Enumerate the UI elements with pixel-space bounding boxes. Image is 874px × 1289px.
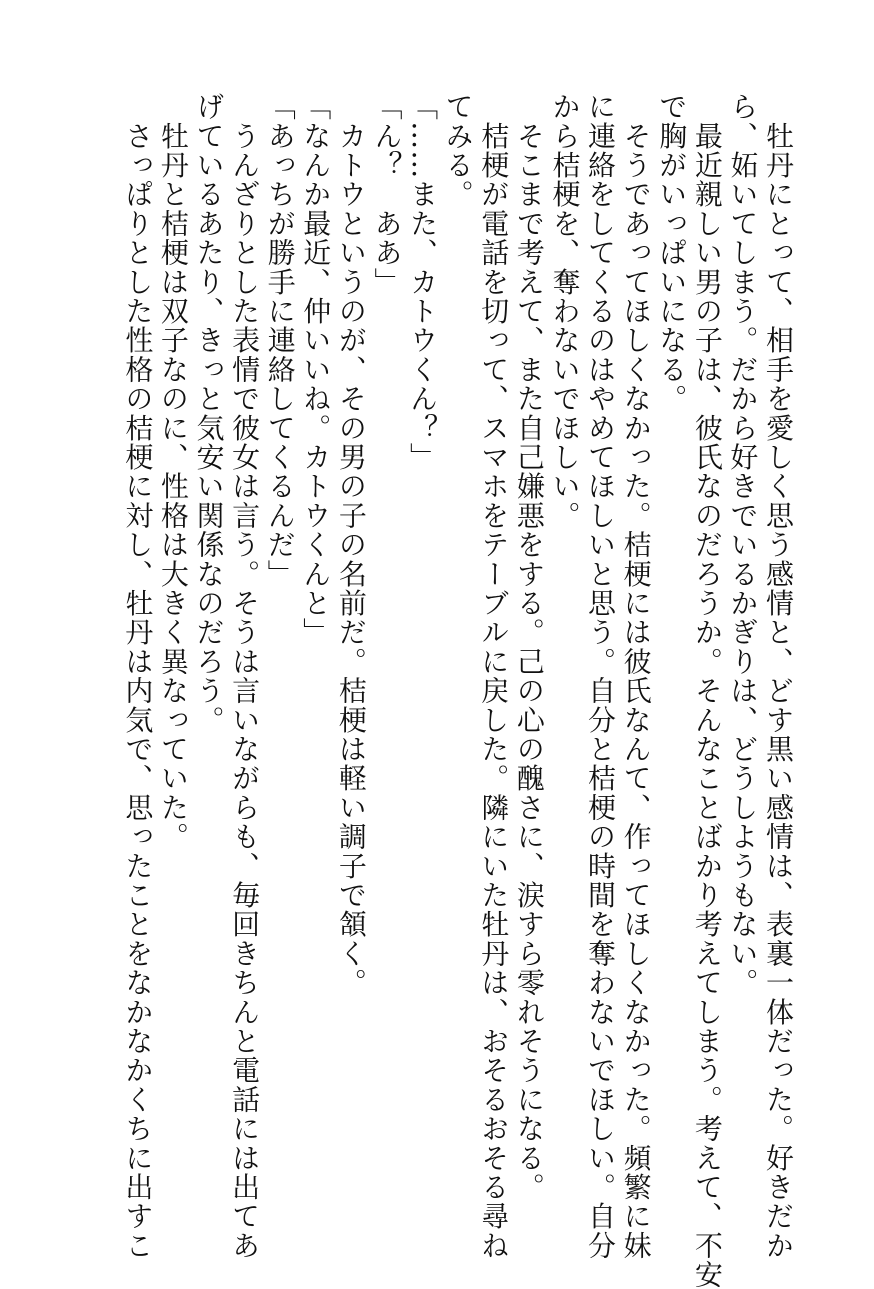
text-line: げているあたり、きっと気安い関係なのだろう。 [192, 92, 226, 735]
text-line: そうであってほしくなかった。桔梗には彼氏なんて、作ってほしくなかった。頻繁に妹 [619, 92, 653, 1260]
text-line: カトウというのが、その男の子の名前だ。桔梗は軽い調子で頷く。 [334, 92, 368, 998]
text-line: 「ん？ ああ」 [370, 92, 404, 297]
text-line: さっぱりとした性格の桔梗に対し、牡丹は内気で、思ったことをなかなかくちに出すこ [121, 92, 155, 1260]
text-line: 「なんか最近、仲いいね。カトウくんと」 [299, 92, 333, 647]
text-line: 「……また、カトウくん？」 [406, 92, 440, 472]
text-line: 最近親しい男の子は、彼氏なのだろうか。そんなことばかり考えてしまう。考えて、不安 [690, 92, 724, 1289]
text-line: 桔梗が電話を切って、スマホをテーブルに戻した。隣にいた牡丹は、おそるおそる尋ね [477, 92, 511, 1260]
text-line: ら、妬いてしまう。だから好きでいるかぎりは、どうしようもない。 [726, 92, 760, 998]
text-line: 牡丹にとって、相手を愛しく思う感情と、どす黒い感情は、表裏一体だった。好きだか [762, 92, 795, 1260]
text-line: で胸がいっぱいになる。 [655, 92, 689, 414]
text-line: に連絡をしてくるのはやめてほしいと思う。自分と桔梗の時間を奪わないでほしい。自分 [584, 92, 618, 1260]
text-line: 「あっちが勝手に連絡してくるんだ」 [263, 92, 297, 589]
vertical-text-body [120, 92, 796, 1289]
text-line: 牡丹と桔梗は双子なのに、性格は大きく異なっていた。 [156, 92, 190, 852]
text-line: うんざりとした表情で彼女は言う。そうは言いながらも、毎回きちんと電話には出てあ [228, 92, 262, 1260]
text-line: てみる。 [441, 92, 475, 209]
text-line: そこまで考えて、また自己嫌悪をする。己の心の醜さに、涙すら零れそうになる。 [512, 92, 546, 1202]
text-line: から桔梗を、奪わないでほしい。 [548, 92, 582, 530]
